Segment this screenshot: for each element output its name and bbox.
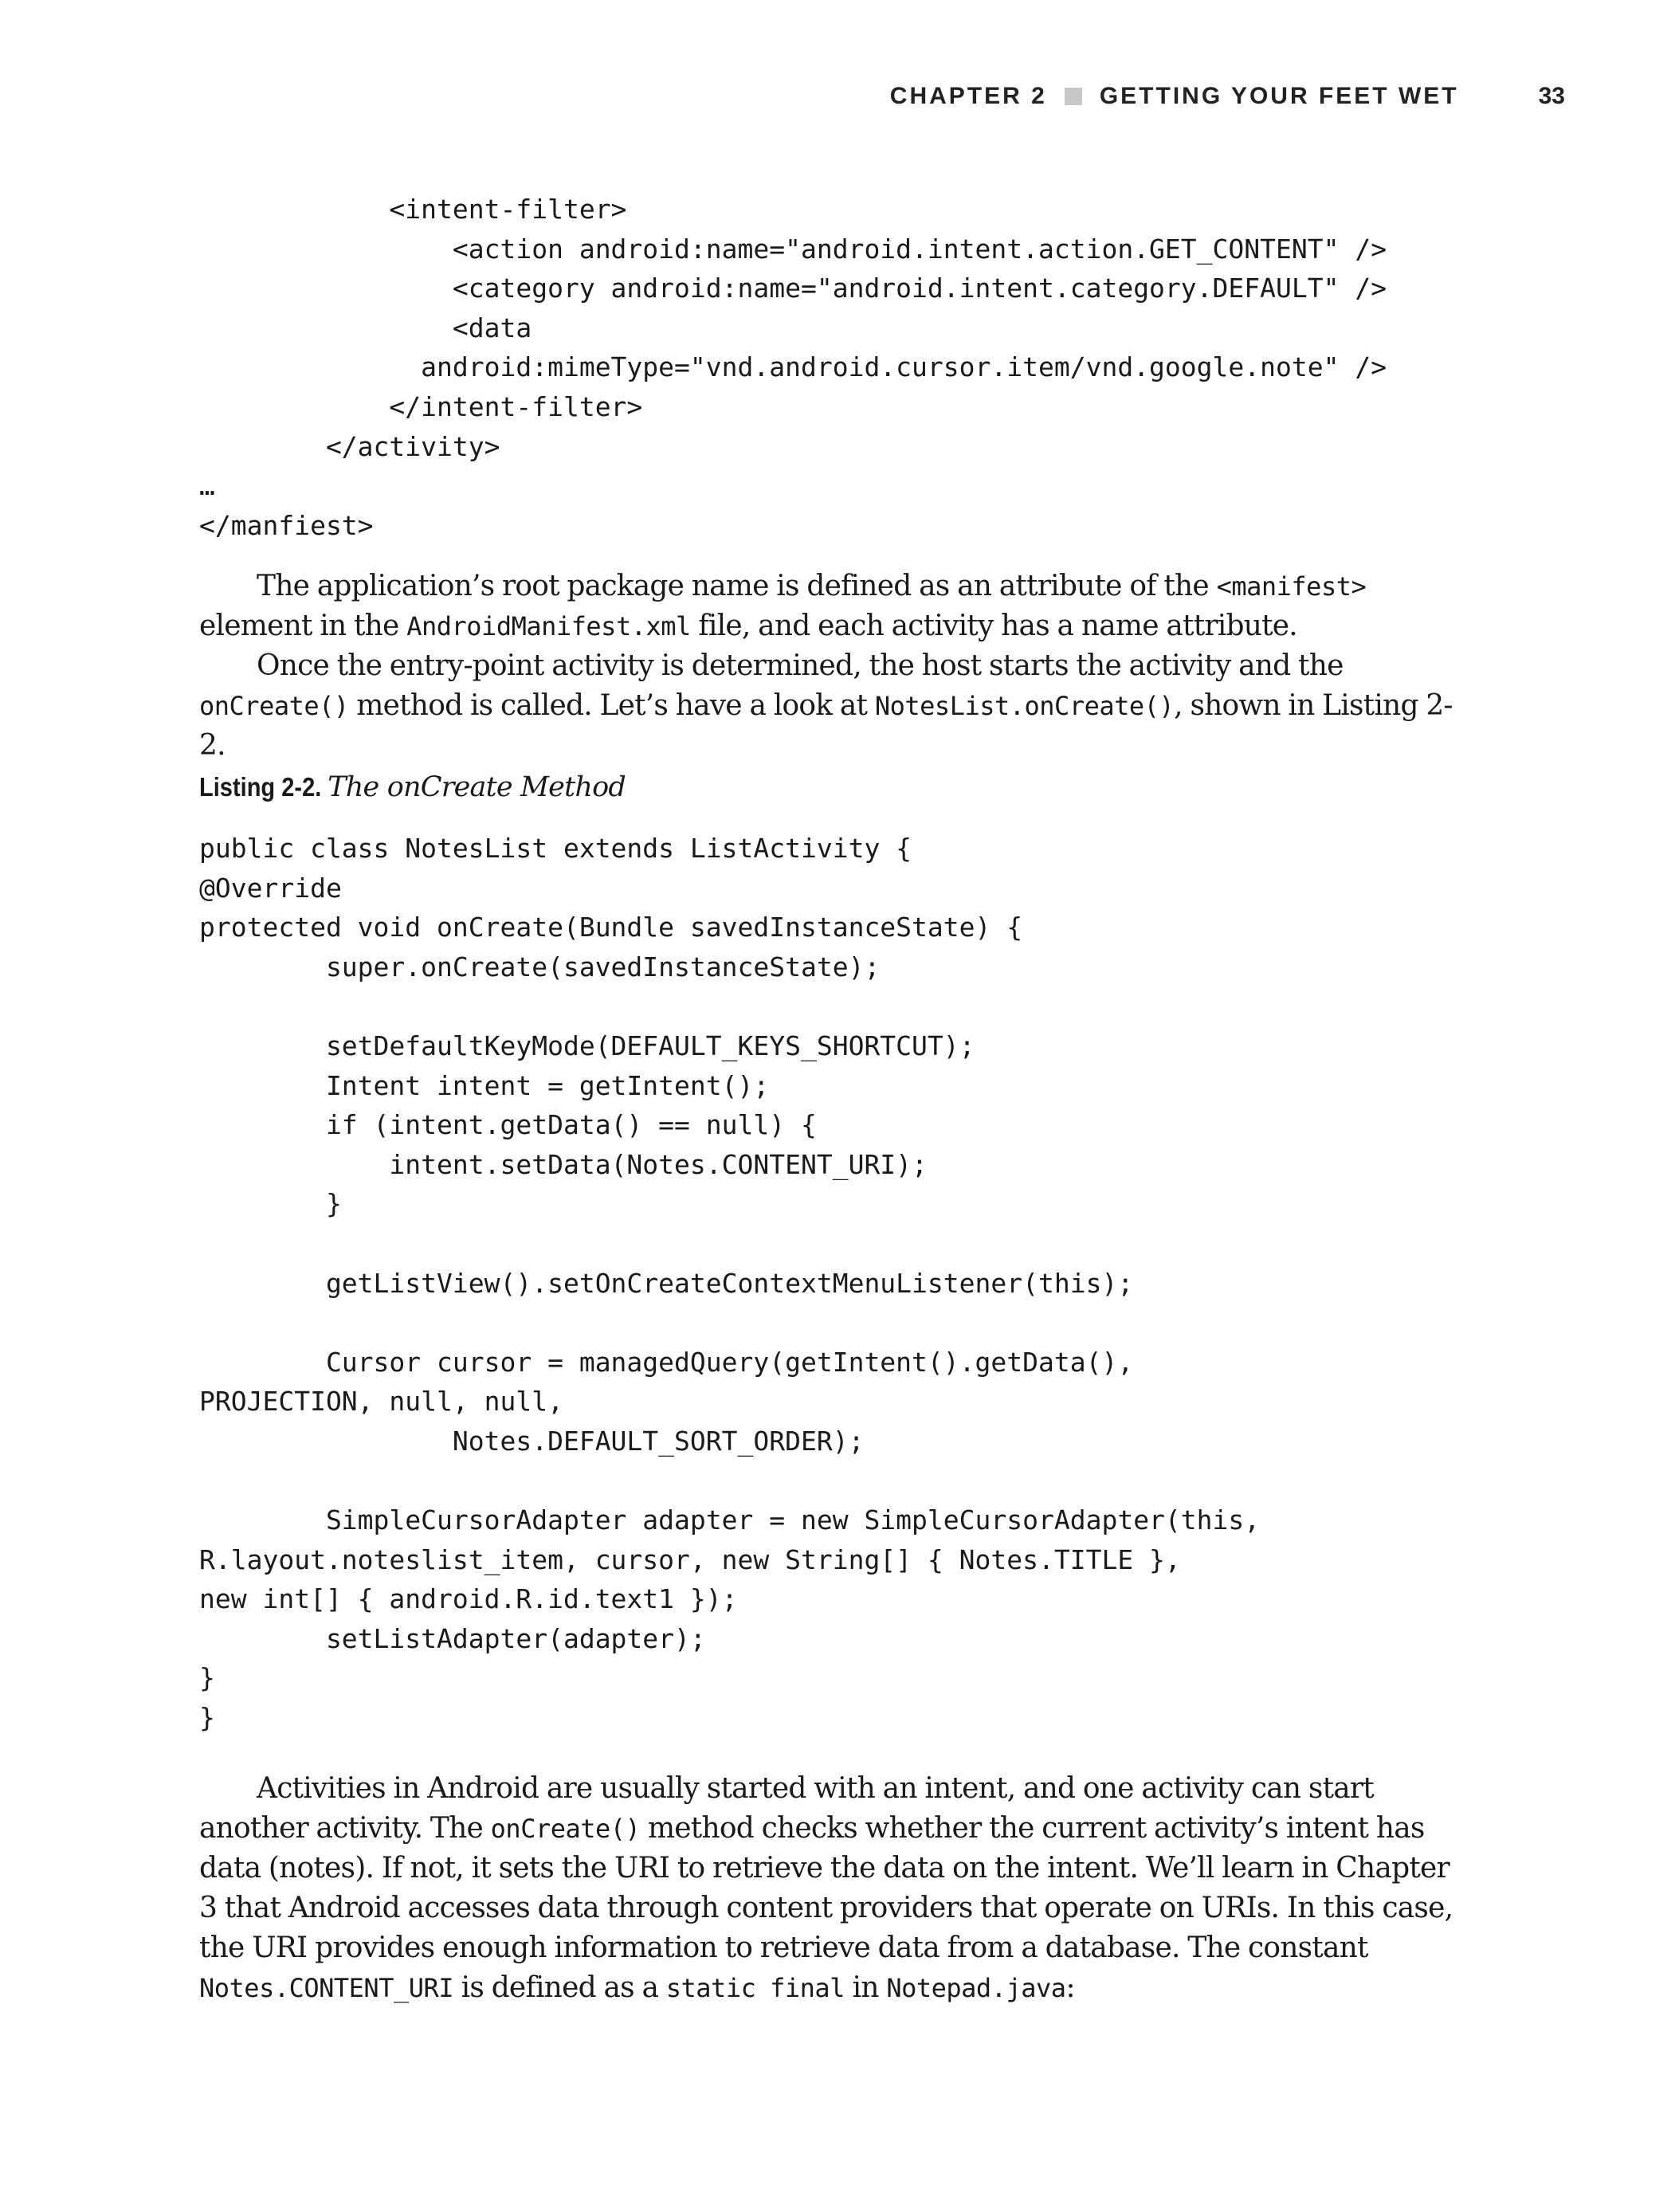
oncreate-code-listing bbox=[199, 829, 1554, 1738]
code-line: } bbox=[199, 1662, 215, 1694]
code-line: android:mimeType="vnd.android.cursor.item/vnd.google.note" /> bbox=[199, 351, 1387, 383]
manifest-code-block bbox=[199, 190, 1554, 545]
code-line: super.onCreate(savedInstanceState); bbox=[199, 951, 881, 982]
listing-caption bbox=[199, 770, 626, 803]
text-run: element in the bbox=[199, 610, 407, 642]
text-run: file, and each activity has a name attribute. bbox=[690, 610, 1297, 642]
text-run: method checks whether the current activity’s intent has data (notes). If not, it sets the URI to retrieve the data on the intent. We’ll learn in Chapter 3 that Android accesses data through content providers that operate on URIs. In this case, the URI provides enough information to retrieve data from a database. The constant bbox=[199, 1812, 1453, 1964]
text-run: : bbox=[1065, 1971, 1075, 2004]
inline-code: Notepad.java bbox=[886, 1973, 1066, 2003]
body-text-intro bbox=[199, 567, 1458, 766]
inline-code: Notes.CONTENT_URI bbox=[199, 1973, 454, 2003]
chapter-label: CHAPTER 2 bbox=[889, 83, 1047, 109]
code-line: <category android:name="android.intent.category.DEFAULT" /> bbox=[199, 273, 1387, 304]
code-line: PROJECTION, null, null, bbox=[199, 1386, 563, 1418]
code-line: </manfiest> bbox=[199, 509, 374, 541]
code-line: <intent-filter> bbox=[199, 194, 627, 225]
code-line: } bbox=[199, 1702, 215, 1734]
code-line: setListAdapter(adapter); bbox=[199, 1622, 706, 1654]
paragraph bbox=[199, 567, 1458, 646]
code-line: R.layout.noteslist_item, cursor, new String[] { Notes.TITLE }, bbox=[199, 1543, 1181, 1575]
text-run: Activities in Android are usually started with an intent, and one activity can start another activity. The bbox=[199, 1772, 1374, 1845]
inline-code: <manifest> bbox=[1216, 571, 1367, 602]
code-line: if (intent.getData() == null) { bbox=[199, 1109, 817, 1141]
separator-square-icon bbox=[1065, 88, 1082, 105]
code-line: setDefaultKeyMode(DEFAULT_KEYS_SHORTCUT); bbox=[199, 1030, 975, 1061]
code-line: <data bbox=[199, 312, 532, 343]
code-line: intent.setData(Notes.CONTENT_URI); bbox=[199, 1148, 928, 1180]
code-line: public class NotesList extends ListActivity { bbox=[199, 833, 912, 864]
code-line: … bbox=[199, 470, 215, 502]
code-line: Notes.DEFAULT_SORT_ORDER); bbox=[199, 1425, 865, 1457]
code-line: @Override bbox=[199, 872, 342, 904]
text-run: Once the entry-point activity is determined, the host starts the activity and the bbox=[257, 649, 1344, 682]
listing-label: Listing 2-2. bbox=[199, 772, 322, 802]
inline-code: static final bbox=[665, 1973, 845, 2003]
running-head bbox=[890, 83, 1565, 110]
body-text-activities bbox=[199, 1769, 1458, 2008]
text-run: The application’s root package name is defined as an attribute of the bbox=[257, 570, 1217, 602]
code-line: Intent intent = getIntent(); bbox=[199, 1069, 770, 1101]
code-line: Cursor cursor = managedQuery(getIntent().getData(), bbox=[199, 1346, 1134, 1378]
listing-title: The onCreate Method bbox=[328, 771, 626, 803]
text-run: is defined as a bbox=[453, 1971, 666, 2004]
code-line: protected void onCreate(Bundle savedInstanceState) { bbox=[199, 912, 1023, 943]
inline-code: AndroidManifest.xml bbox=[406, 611, 691, 641]
paragraph bbox=[199, 646, 1458, 766]
text-run: , shown in Listing 2-2. bbox=[199, 689, 1453, 762]
code-line: <action android:name="android.intent.action.GET_CONTENT" /> bbox=[199, 233, 1387, 265]
code-line: </intent-filter> bbox=[199, 390, 643, 422]
inline-code: onCreate() bbox=[490, 1814, 641, 1844]
inline-code: onCreate() bbox=[199, 691, 349, 721]
inline-code: NotesList.onCreate() bbox=[874, 691, 1175, 721]
chapter-title: GETTING YOUR FEET WET bbox=[1099, 83, 1459, 109]
text-run: in bbox=[844, 1971, 887, 2004]
code-line: new int[] { android.R.id.text1 }); bbox=[199, 1583, 738, 1615]
code-line: </activity> bbox=[199, 430, 500, 462]
code-line: SimpleCursorAdapter adapter = new SimpleCursorAdapter(this, bbox=[199, 1504, 1261, 1536]
code-line: } bbox=[199, 1188, 342, 1220]
paragraph bbox=[199, 1769, 1458, 2008]
text-run: method is called. Let’s have a look at bbox=[348, 689, 875, 722]
code-line: getListView().setOnCreateContextMenuListener(this); bbox=[199, 1267, 1134, 1299]
page-number: 33 bbox=[1538, 83, 1565, 109]
